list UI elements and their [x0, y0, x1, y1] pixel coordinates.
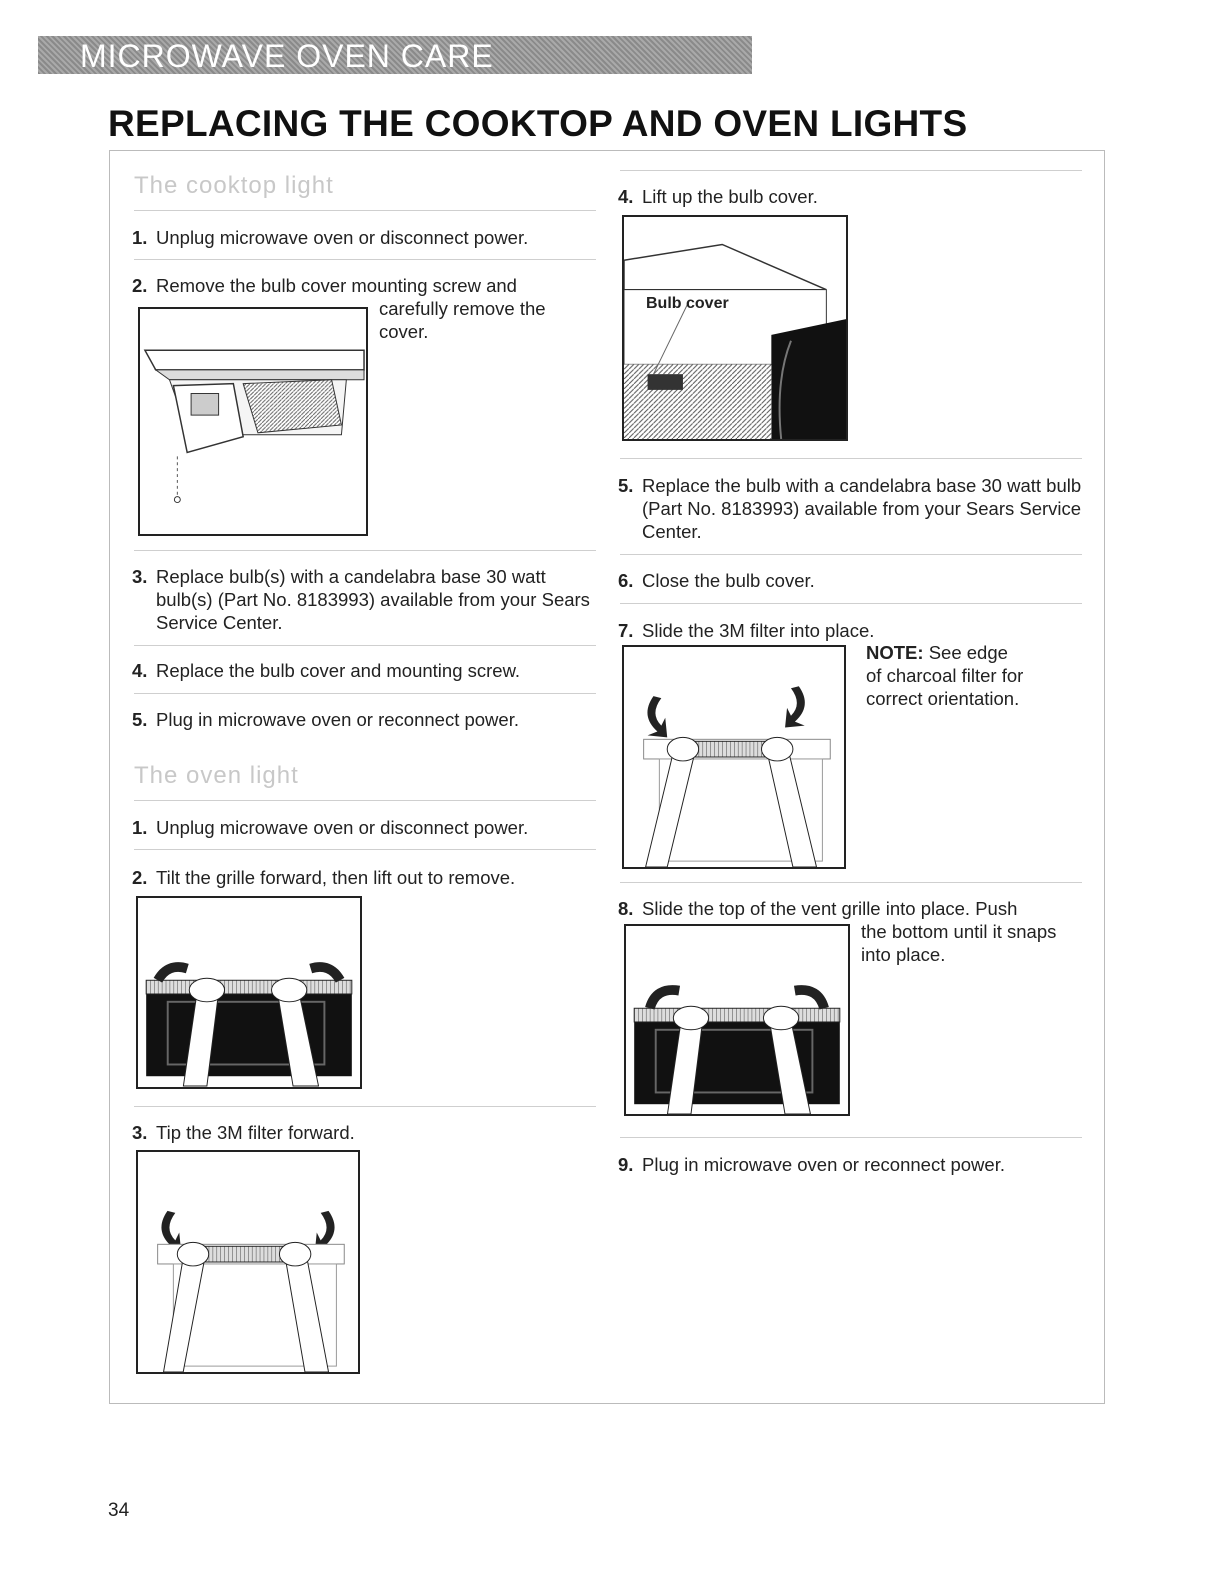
oven-heading: The oven light [134, 762, 299, 789]
page-number: 34 [108, 1500, 130, 1521]
divider [134, 259, 596, 260]
oven-step-2: 2. Tilt the grille forward, then lift out to remove. [132, 867, 516, 888]
cooktop-step-5: 5. Plug in microwave oven or reconnect power. [132, 709, 519, 730]
divider [620, 554, 1082, 555]
divider [620, 603, 1082, 604]
divider [134, 693, 596, 694]
oven-step-4: 4. Lift up the bulb cover. [618, 186, 818, 207]
cooktop-step-2: 2. Remove the bulb cover mounting screw and [132, 275, 517, 296]
oven-step-7: 7. Slide the 3M filter into place. [618, 620, 875, 641]
divider [134, 210, 596, 211]
divider [134, 849, 596, 850]
page-title: REPLACING THE COOKTOP AND OVEN LIGHTS [108, 103, 968, 144]
figure-tip-filter [136, 1150, 360, 1374]
divider [620, 458, 1082, 459]
divider [134, 800, 596, 801]
oven-step-1: 1. Unplug microwave oven or disconnect power. [132, 817, 529, 838]
divider [620, 170, 1082, 171]
oven-step-8-cont: the bottom until it snaps into place. [861, 921, 1057, 965]
cooktop-heading: The cooktop light [134, 172, 334, 199]
divider [134, 645, 596, 646]
divider [134, 1106, 596, 1107]
oven-step-6: 6. Close the bulb cover. [618, 570, 815, 591]
oven-step-3: 3. Tip the 3M filter forward. [132, 1122, 355, 1143]
section-banner [38, 36, 752, 74]
figure-lift-bulb-cover [622, 215, 848, 441]
cooktop-bulb-illustration [140, 309, 366, 534]
divider [620, 1137, 1082, 1138]
oven-step-9: 9. Plug in microwave oven or reconnect power. [618, 1154, 1005, 1175]
figure-slide-grille [624, 924, 850, 1116]
note-label: NOTE: [866, 642, 924, 663]
divider [620, 882, 1082, 883]
note: NOTE: See edge of charcoal filter for correct orientation. [866, 642, 1024, 709]
cooktop-step-2-cont: carefully remove the cover. [379, 298, 546, 342]
figure-tilt-grille [136, 896, 362, 1089]
oven-step-5: 5. Replace the bulb with a candelabra base 30 watt bulb (Part No. 8183993) available from your Sears Service Center. [618, 475, 1082, 542]
cooktop-step-3: 3. Replace bulb(s) with a candelabra base 30 watt bulb(s) (Part No. 8183993) available from your Sears Service Center. [132, 566, 590, 633]
figure-cooktop-bulb-cover [138, 307, 368, 536]
figure-slide-filter [622, 645, 846, 869]
cooktop-step-1: 1. Unplug microwave oven or disconnect power. [132, 227, 529, 248]
oven-step-8: 8. Slide the top of the vent grille into place. Push [618, 898, 1018, 919]
divider [134, 550, 596, 551]
bulb-cover-label: Bulb cover [646, 295, 729, 312]
banner-text: MICROWAVE OVEN CARE [80, 38, 494, 74]
cooktop-step-4: 4. Replace the bulb cover and mounting screw. [132, 660, 521, 681]
